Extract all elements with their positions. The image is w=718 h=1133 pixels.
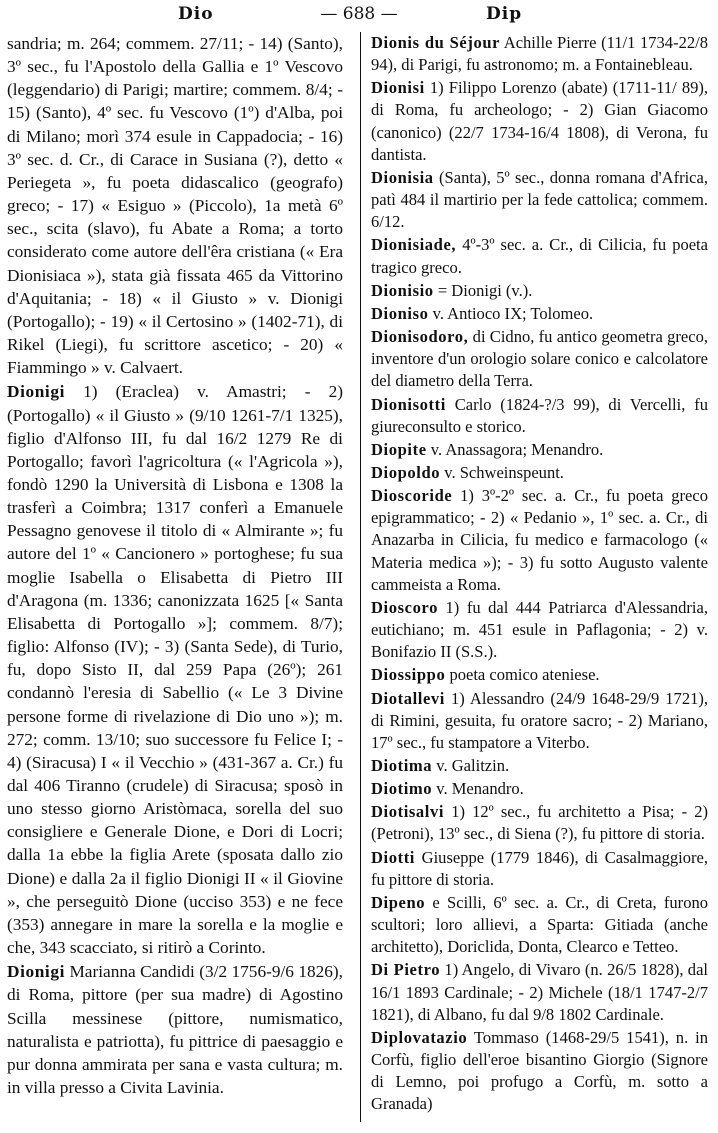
dictionary-entry bbox=[7, 960, 343, 1099]
entry-headword: Dioniso bbox=[371, 303, 429, 323]
entry-headword: Dioscoride bbox=[371, 486, 453, 506]
entry-headword: Diossippo bbox=[371, 665, 446, 685]
entry-headword: Dionisiade, bbox=[371, 235, 457, 255]
entry-headword: Dioscoro bbox=[371, 597, 438, 617]
entry-headword: Dionisio bbox=[371, 280, 434, 300]
entry-headword: Diotima bbox=[371, 756, 433, 775]
dictionary-entry bbox=[371, 1027, 708, 1116]
entry-headword: Di Pietro bbox=[371, 960, 441, 980]
running-head-right: Dip bbox=[486, 4, 523, 24]
entry-headword: Diopoldo bbox=[371, 462, 441, 482]
entry-text: sandria; m. 264; commem. 27/11; - 14) (Santo), 3º sec., fu l'Apostolo della Gallia e 1º Vescovo (leggendario) di Parigi; martire; commem. 8/4; - 15) (Santo), 4º sec. fu Vescovo (1º) d'Alba, poi di Milano; morì 374 esule in Cappadocia; - 16) 3º sec. d. Cr., di Carace in Susiana (?), detto « Periegeta », fu poeta didascalico (geografo) greco; - 17) « Esiguo » (Piccolo), 1a metà 6º sec., scita (slavo), fu Abate a Roma; a torto considerato come autore dell'êra cristiana (« Era Dionisiaca »), stata già fissata 465 da Vittorino d'Aquitania; - 18) « il Giusto » v. Dionigi (Portogallo); - 19) « il Certosino » (1402-71), di Rikel (Liegi), fu scrittore ascetico; - 20) « Fiammingo » v. Calvaert. bbox=[7, 34, 343, 378]
dictionary-entry bbox=[371, 462, 708, 484]
dictionary-entry bbox=[371, 892, 708, 958]
entry-text: Giuseppe (1779 1846), di Casalmaggiore, fu pittore di storia. bbox=[371, 847, 708, 889]
entry-headword: Dionis du Séjour bbox=[371, 33, 501, 52]
entry-headword: Diotimo bbox=[371, 779, 433, 799]
entry-headword: Diopite bbox=[371, 439, 427, 459]
entry-text: 4º-3º sec. a. Cr., di Cilicia, fu poeta tragico greco. bbox=[371, 235, 708, 277]
right-column bbox=[371, 32, 708, 1128]
dictionary-entry bbox=[371, 394, 708, 438]
entry-text: Marianna Candidi (3/2 1756-9/6 1826), di Roma, pittore (per sua madre) di Agostino Scilla messinese (pittore, numismatico, naturalista e patriotta), fu pittrice di paesaggio e pur donna ammirata per sana e vasta cultura; m. in villa presso a Civita Lavinia. bbox=[7, 962, 343, 1098]
dictionary-entry bbox=[371, 280, 708, 302]
running-head-left: Dio bbox=[178, 4, 214, 24]
dictionary-entry bbox=[371, 234, 708, 278]
entry-headword: Dionisotti bbox=[371, 394, 446, 414]
entry-text: di Cidno, fu antico geometra greco, inventore d'un orologio solare conico e calcolatore del diametro della Terra. bbox=[371, 327, 708, 391]
entry-headword: Dionisia bbox=[371, 167, 434, 187]
left-column bbox=[7, 32, 343, 1128]
entry-headword: Dionisodoro, bbox=[371, 327, 469, 347]
dictionary-entry bbox=[7, 380, 343, 959]
entry-text: poeta comico ateniese. bbox=[449, 665, 600, 685]
entry-text: v. Schweinspeunt. bbox=[444, 462, 564, 482]
column-divider bbox=[360, 32, 361, 1122]
dictionary-entry bbox=[371, 326, 708, 392]
dictionary-entry bbox=[371, 439, 708, 461]
entry-headword: Dionigi bbox=[7, 382, 65, 402]
dictionary-entry bbox=[371, 597, 708, 663]
dictionary-entry bbox=[371, 303, 708, 325]
entry-text: (Santa), 5º sec., donna romana d'Africa, patì 484 il martirio per la fede cattolica; commem. 6/12. bbox=[371, 167, 708, 232]
entry-text: v. Menandro. bbox=[436, 779, 524, 799]
dictionary-entry bbox=[371, 664, 708, 686]
dictionary-entry bbox=[371, 847, 708, 891]
entry-text: = Dionigi (v.). bbox=[437, 280, 533, 300]
entry-text: 1) Angelo, di Vivaro (n. 26/5 1828), dal 16/1 1893 Cardinale; - 2) Michele (18/1 1747-2/7 1821), di Albano, fu dal 9/8 1802 Cardinale. bbox=[371, 960, 708, 1024]
dictionary-entry bbox=[371, 77, 708, 166]
entry-headword: Diotisalvi bbox=[371, 802, 445, 822]
entry-text: Achille Pierre (11/1 1734-22/8 94), di Parigi, fu astronomo; m. a Fontainebleau. bbox=[371, 33, 708, 75]
dictionary-entry bbox=[371, 801, 708, 845]
entry-text: e Scilli, 6º sec. a. Cr., di Creta, furono scultori; loro allievi, a Sparta: Gitiada (anche architetto), Doriclida, Donta, Clearco e Tetteo. bbox=[371, 892, 708, 957]
dictionary-entry bbox=[371, 485, 708, 596]
entry-text: v. Antioco IX; Tolomeo. bbox=[432, 303, 594, 323]
entry-headword: Diotallevi bbox=[371, 688, 445, 708]
entry-text: 1) 3º-2º sec. a. Cr., fu poeta greco epigrammatico; - 2) « Pedanio », 1º sec. a. Cr., di Anazarba in Cilicia, fu medico e farmacologo (« Materia medica »); - 3) fu sotto Augusto valente cammeista a Roma. bbox=[371, 486, 708, 594]
entry-text: 1) 12º sec., fu architetto a Pisa; - 2) (Petroni), 13º sec., di Siena (?), fu pittore di storia. bbox=[371, 802, 708, 844]
entry-text: v. Galitzin. bbox=[436, 756, 510, 775]
entry-text: Tommaso (1468-29/5 1541), n. in Corfù, figlio dell'eroe bisantino Giorgio (Signore di Lemno, poi profugo a Corfù, m. sotto a Granada) bbox=[371, 1027, 708, 1114]
entry-headword: Dionigi bbox=[7, 962, 65, 982]
dictionary-entry bbox=[371, 755, 708, 777]
dictionary-entry bbox=[371, 778, 708, 800]
entry-text: v. Anassagora; Menandro. bbox=[430, 439, 604, 459]
entry-headword: Dipeno bbox=[371, 892, 426, 912]
entry-headword: Dionisi bbox=[371, 78, 425, 98]
entry-text: 1) (Eraclea) v. Amastri; - 2) (Portogallo) « il Giusto » (9/10 1261-7/1 1325), figlio d'Alfonso III, fu dal 16/2 1279 Re di Portogallo; favorì l'agricoltura (« l'Agricola »), fondò 1290 la Università di Lisbona e 1308 la trasferì a Coimbra; 1317 conferì a Emanuele Pessagno genovese il titolo di « Almirante »; fu autore del 1º « Cancionero » portoghese; fu sua moglie Isabella o Elisabetta di Pietro III d'Aragona (m. 1336; canonizzata 1625 [« Santa Elisabetta di Portogallo »]; commem. 8/7); figlio: Alfonso (IV); - 3) (Santa Sede), di Turio, fu, dopo Sisto II, dal 259 Papa (26º); 261 condannò l'eresia di Sabellio (« Le 3 Divine persone forme di rivelazione di Dio uno »); m. 272; comm. 13/10; suo successore fu Felice I; - 4) (Siracusa) I « il Vecchio » (431-367 a. Cr.) fu dal 406 Tiranno (crudele) di Siracusa; sposò in uno stesso giorno Aristòmaca, sorella del suo consigliere e Generale Dione, e Dori di Locri; dalla 1a ebbe la figlia Arete (sposata dallo zio Dione) e dalla 2a il figlio Dionigi II « il Giovine », che perseguitò Dione (ucciso 353) e ne fece (353) annegare in mare la sorella e la moglie e che, 343 scacciato, si ritirò a Corinto. bbox=[7, 382, 343, 958]
entry-headword: Diplovatazio bbox=[371, 1027, 468, 1047]
entry-text: 1) Alessandro (24/9 1648-29/9 1721), di Rimini, gesuita, fu oratore sacro; - 2) Mariano, 17º sec., fu stampatore a Viterbo. bbox=[371, 688, 708, 752]
entry-headword: Diotti bbox=[371, 847, 415, 867]
entry-text: 1) fu dal 444 Patriarca d'Alessandria, eutichiano; m. 451 esule in Paflagonia; - 2) v. Bonifazio II (S.S.). bbox=[371, 597, 708, 662]
dictionary-entry bbox=[371, 688, 708, 754]
entry-text: Carlo (1824-?/3 99), di Vercelli, fu giureconsulto e storico. bbox=[371, 394, 708, 436]
entry-text: 1) Filippo Lorenzo (abate) (1711-11/ 89), di Roma, fu archeologo; - 2) Gian Giacomo (canonico) (22/7 1734-16/4 1808), di Verona, fu dantista. bbox=[371, 78, 708, 164]
page-number: — 688 — bbox=[320, 4, 398, 24]
dictionary-entry bbox=[371, 32, 708, 76]
dictionary-entry bbox=[371, 167, 708, 233]
dictionary-entry bbox=[371, 959, 708, 1025]
running-head bbox=[0, 4, 718, 28]
dictionary-entry bbox=[7, 32, 343, 379]
